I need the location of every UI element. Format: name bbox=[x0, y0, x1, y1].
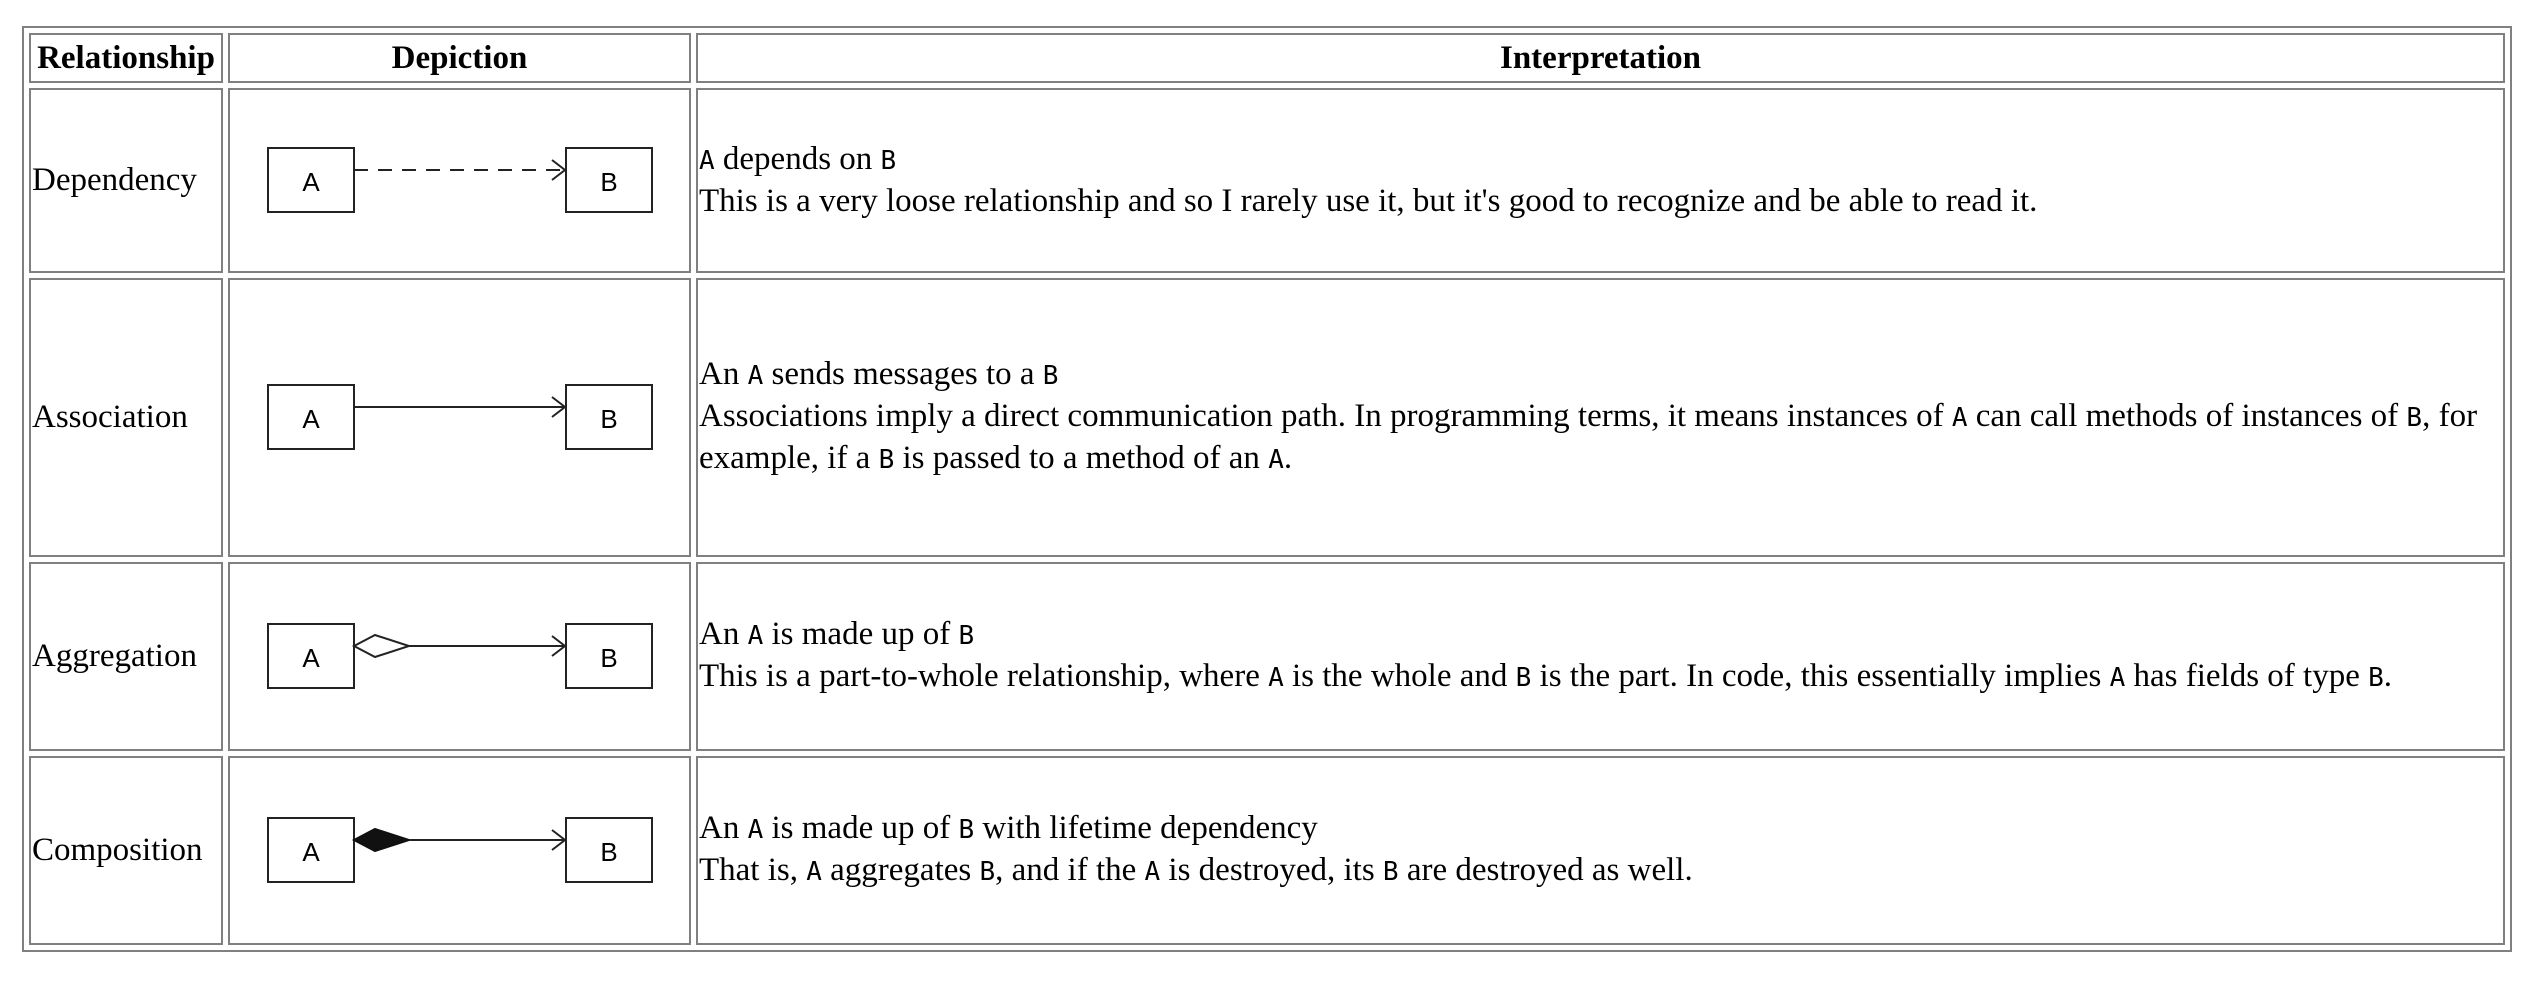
text-fragment: , for example, if a bbox=[699, 398, 2478, 477]
text-fragment: An bbox=[699, 810, 748, 847]
interpretation-summary bbox=[699, 139, 2502, 181]
header-relationship: Relationship bbox=[29, 33, 223, 83]
text-fragment: with lifetime dependency bbox=[974, 810, 1318, 847]
table-row-composition bbox=[29, 756, 2505, 945]
hollow-diamond-marker bbox=[354, 635, 409, 657]
interpretation-summary bbox=[699, 614, 2502, 656]
code-identifier: A bbox=[1268, 663, 1284, 694]
text-fragment: An bbox=[699, 616, 748, 653]
interpretation-cell bbox=[696, 562, 2505, 751]
text-fragment: can call methods of instances of bbox=[1967, 398, 2407, 435]
class-box-b-label: B bbox=[599, 837, 618, 868]
filled-diamond-marker bbox=[354, 829, 409, 851]
text-fragment: . bbox=[2383, 658, 2393, 695]
text-fragment: is the whole and bbox=[1283, 658, 1516, 695]
depiction-cell bbox=[228, 88, 691, 273]
text-fragment: has fields of type bbox=[2125, 658, 2369, 695]
code-identifier: A bbox=[806, 857, 822, 888]
text-fragment: . bbox=[1283, 440, 1293, 477]
code-identifier: B bbox=[878, 445, 895, 476]
code-identifier: A bbox=[2109, 663, 2126, 694]
code-identifier: B bbox=[1515, 663, 1532, 694]
table-row-dependency bbox=[29, 88, 2505, 273]
uml-diagram-hollow-diamond bbox=[265, 616, 655, 696]
interpretation-detail bbox=[699, 850, 2502, 892]
text-fragment: This is a very loose relationship and so I rarely use it, but it's good to recognize and be able to read it. bbox=[699, 183, 2038, 220]
text-fragment: is destroyed, its bbox=[1160, 852, 1383, 889]
code-identifier: A bbox=[1144, 857, 1161, 888]
uml-diagram-dashed-arrow bbox=[265, 140, 655, 220]
header-row bbox=[29, 33, 2505, 83]
interpretation-summary bbox=[699, 808, 2502, 850]
code-identifier: B bbox=[958, 815, 975, 846]
relationship-name: Aggregation bbox=[29, 562, 223, 751]
code-identifier: B bbox=[1042, 361, 1059, 392]
text-fragment: is made up of bbox=[763, 616, 959, 653]
interpretation-detail bbox=[699, 396, 2502, 480]
header-interpretation: Interpretation bbox=[696, 33, 2505, 83]
text-fragment: is made up of bbox=[763, 810, 959, 847]
code-identifier: B bbox=[2406, 403, 2423, 434]
text-fragment: depends on bbox=[714, 141, 881, 178]
class-box-b-label: B bbox=[599, 167, 618, 198]
code-identifier: B bbox=[1382, 857, 1399, 888]
relationship-name: Composition bbox=[29, 756, 223, 945]
code-identifier: B bbox=[2368, 663, 2384, 694]
depiction-cell bbox=[228, 562, 691, 751]
code-identifier: A bbox=[747, 361, 764, 392]
interpretation-cell bbox=[696, 756, 2505, 945]
class-box-b-label: B bbox=[599, 404, 618, 435]
code-identifier: B bbox=[958, 621, 975, 652]
relationship-table bbox=[22, 26, 2512, 952]
code-identifier: A bbox=[699, 146, 715, 177]
depiction-cell bbox=[228, 756, 691, 945]
text-fragment: Associations imply a direct communication path. In programming terms, it means instances of bbox=[699, 398, 1952, 435]
interpretation-cell bbox=[696, 278, 2505, 557]
code-identifier: A bbox=[1951, 403, 1968, 434]
code-identifier: A bbox=[747, 621, 764, 652]
class-box-a-label: A bbox=[301, 167, 320, 198]
interpretation-summary bbox=[699, 354, 2502, 396]
relationship-name: Dependency bbox=[29, 88, 223, 273]
table-row-association bbox=[29, 278, 2505, 557]
code-identifier: A bbox=[747, 815, 764, 846]
class-box-a-label: A bbox=[301, 404, 320, 435]
uml-diagram-solid-arrow bbox=[265, 377, 655, 457]
text-fragment: An bbox=[699, 356, 748, 393]
text-fragment: That is, bbox=[699, 852, 807, 889]
relationship-name: Association bbox=[29, 278, 223, 557]
text-fragment: is the part. In code, this essentially implies bbox=[1531, 658, 2110, 695]
class-box-a-label: A bbox=[301, 643, 320, 674]
table-row-aggregation bbox=[29, 562, 2505, 751]
code-identifier: A bbox=[1268, 445, 1284, 476]
text-fragment: is passed to a method of an bbox=[894, 440, 1269, 477]
code-identifier: B bbox=[979, 857, 996, 888]
text-fragment: This is a part-to-whole relationship, where bbox=[699, 658, 1269, 695]
class-box-a-label: A bbox=[301, 837, 320, 868]
class-box-b-label: B bbox=[599, 643, 618, 674]
text-fragment: are destroyed as well. bbox=[1398, 852, 1693, 889]
interpretation-detail bbox=[699, 181, 2502, 221]
interpretation-detail bbox=[699, 656, 2502, 698]
uml-diagram-filled-diamond bbox=[265, 810, 655, 890]
header-depiction: Depiction bbox=[228, 33, 691, 83]
text-fragment: sends messages to a bbox=[763, 356, 1043, 393]
text-fragment: , and if the bbox=[995, 852, 1145, 889]
interpretation-cell bbox=[696, 88, 2505, 273]
code-identifier: B bbox=[880, 146, 897, 177]
depiction-cell bbox=[228, 278, 691, 557]
text-fragment: aggregates bbox=[821, 852, 980, 889]
